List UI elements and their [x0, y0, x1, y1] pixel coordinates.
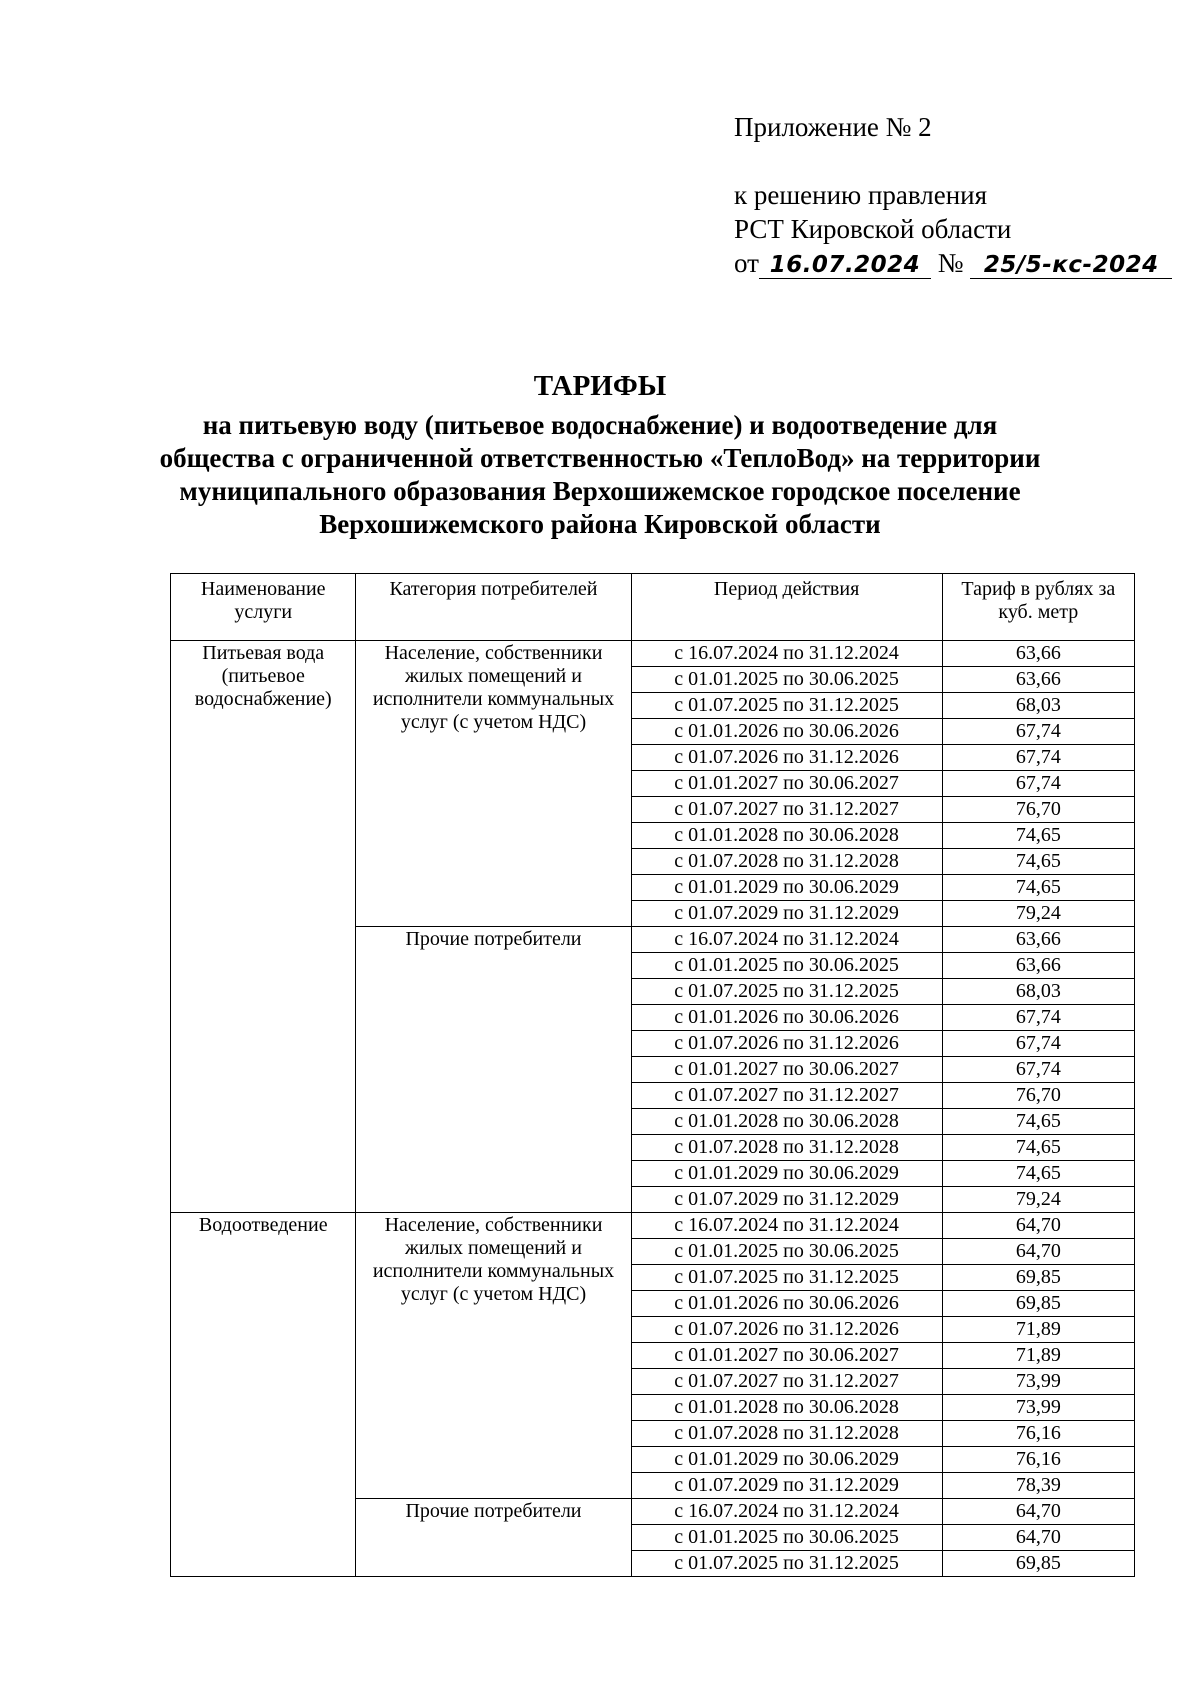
tariff-cell: 67,74 [942, 1031, 1134, 1057]
tariff-cell: 71,89 [942, 1317, 1134, 1343]
tariff-cell: 73,99 [942, 1369, 1134, 1395]
tariff-cell: 69,85 [942, 1265, 1134, 1291]
tariff-cell: 64,70 [942, 1525, 1134, 1551]
date-prefix: от [734, 248, 759, 278]
tariff-cell: 63,66 [942, 667, 1134, 693]
tariff-cell: 78,39 [942, 1473, 1134, 1499]
tariff-cell: 63,66 [942, 927, 1134, 953]
heading-line-2: общества с ограниченной ответственностью «ТеплоВод» на территории [159, 443, 1041, 473]
tariff-cell: 76,70 [942, 1083, 1134, 1109]
tariff-cell: 76,16 [942, 1421, 1134, 1447]
period-cell: с 16.07.2024 по 31.12.2024 [631, 1499, 942, 1525]
period-cell: с 16.07.2024 по 31.12.2024 [631, 927, 942, 953]
appendix-line-2: РСТ Кировской области [734, 214, 1012, 244]
consumer-category-cell: Прочие потребители [356, 927, 631, 1213]
tariff-cell: 67,74 [942, 1005, 1134, 1031]
table-row [171, 641, 1135, 667]
period-cell: с 01.01.2025 по 30.06.2025 [631, 667, 942, 693]
heading-main: ТАРИФЫ [533, 370, 667, 402]
period-cell: с 01.01.2025 по 30.06.2025 [631, 1239, 942, 1265]
period-cell: с 01.01.2028 по 30.06.2028 [631, 1109, 942, 1135]
period-cell: с 01.01.2025 по 30.06.2025 [631, 953, 942, 979]
header-service: Наименование услуги [171, 574, 356, 641]
period-cell: с 01.07.2027 по 31.12.2027 [631, 1083, 942, 1109]
service-name-cell: Питьевая вода (питьевое водоснабжение) [171, 641, 356, 1213]
tariff-cell: 67,74 [942, 1057, 1134, 1083]
period-cell: с 01.01.2026 по 30.06.2026 [631, 1005, 942, 1031]
heading-line-4: Верхошижемского района Кировской области [319, 509, 881, 539]
period-cell: с 01.07.2025 по 31.12.2025 [631, 1265, 942, 1291]
heading-line-1: на питьевую воду (питьевое водоснабжение) и водоотведение для [202, 410, 998, 440]
header-period: Период действия [631, 574, 942, 641]
period-cell: с 01.01.2026 по 30.06.2026 [631, 1291, 942, 1317]
period-cell: с 01.07.2029 по 31.12.2029 [631, 1187, 942, 1213]
period-cell: с 01.01.2028 по 30.06.2028 [631, 823, 942, 849]
tariff-cell: 73,99 [942, 1395, 1134, 1421]
tariff-cell: 67,74 [942, 771, 1134, 797]
period-cell: с 01.07.2025 по 31.12.2025 [631, 1551, 942, 1577]
tariff-cell: 69,85 [942, 1551, 1134, 1577]
tariff-cell: 74,65 [942, 1109, 1134, 1135]
period-cell: с 01.07.2025 по 31.12.2025 [631, 693, 942, 719]
tariff-cell: 71,89 [942, 1343, 1134, 1369]
period-cell: с 01.01.2025 по 30.06.2025 [631, 1525, 942, 1551]
consumer-category-cell: Население, собственники жилых помещений и исполнители коммунальных услуг (с учетом НДС) [356, 1213, 631, 1499]
tariff-table [170, 573, 1135, 1577]
period-cell: с 01.07.2026 по 31.12.2026 [631, 745, 942, 771]
period-cell: с 01.07.2029 по 31.12.2029 [631, 901, 942, 927]
period-cell: с 01.07.2028 по 31.12.2028 [631, 1421, 942, 1447]
number-prefix: № [937, 248, 964, 278]
period-cell: с 01.01.2026 по 30.06.2026 [631, 719, 942, 745]
tariff-cell: 64,70 [942, 1213, 1134, 1239]
tariff-cell: 67,74 [942, 719, 1134, 745]
decision-reference [734, 246, 1172, 280]
tariff-cell: 74,65 [942, 849, 1134, 875]
period-cell: с 01.07.2026 по 31.12.2026 [631, 1317, 942, 1343]
period-cell: с 16.07.2024 по 31.12.2024 [631, 641, 942, 667]
tariff-cell: 68,03 [942, 979, 1134, 1005]
tariff-cell: 79,24 [942, 1187, 1134, 1213]
tariff-cell: 74,65 [942, 875, 1134, 901]
period-cell: с 16.07.2024 по 31.12.2024 [631, 1213, 942, 1239]
consumer-category-cell: Население, собственники жилых помещений и исполнители коммунальных услуг (с учетом НДС) [356, 641, 631, 927]
handwritten-number: 25/5-кс-2024 [970, 252, 1172, 279]
period-cell: с 01.07.2029 по 31.12.2029 [631, 1473, 942, 1499]
period-cell: с 01.07.2025 по 31.12.2025 [631, 979, 942, 1005]
appendix-block [734, 110, 1172, 280]
appendix-title: Приложение № 2 [734, 112, 932, 142]
period-cell: с 01.07.2028 по 31.12.2028 [631, 849, 942, 875]
period-cell: с 01.01.2029 по 30.06.2029 [631, 1447, 942, 1473]
heading-line-3: муниципального образования Верхошижемское городское поселение [179, 476, 1021, 506]
period-cell: с 01.01.2028 по 30.06.2028 [631, 1395, 942, 1421]
document-heading [0, 370, 1200, 541]
handwritten-date: 16.07.2024 [759, 252, 931, 279]
period-cell: с 01.01.2027 по 30.06.2027 [631, 1343, 942, 1369]
tariff-cell: 79,24 [942, 901, 1134, 927]
period-cell: с 01.01.2029 по 30.06.2029 [631, 875, 942, 901]
tariff-cell: 64,70 [942, 1499, 1134, 1525]
consumer-category-cell: Прочие потребители [356, 1499, 631, 1577]
service-name-cell: Водоотведение [171, 1213, 356, 1577]
tariff-cell: 64,70 [942, 1239, 1134, 1265]
tariff-cell: 63,66 [942, 953, 1134, 979]
header-tariff: Тариф в рублях за куб. метр [942, 574, 1134, 641]
period-cell: с 01.07.2027 по 31.12.2027 [631, 1369, 942, 1395]
period-cell: с 01.01.2027 по 30.06.2027 [631, 1057, 942, 1083]
table-header-row [171, 574, 1135, 641]
tariff-cell: 68,03 [942, 693, 1134, 719]
tariff-cell: 63,66 [942, 641, 1134, 667]
period-cell: с 01.07.2027 по 31.12.2027 [631, 797, 942, 823]
period-cell: с 01.01.2029 по 30.06.2029 [631, 1161, 942, 1187]
tariff-cell: 74,65 [942, 1135, 1134, 1161]
table-row [171, 1213, 1135, 1239]
tariff-cell: 67,74 [942, 745, 1134, 771]
tariff-cell: 74,65 [942, 823, 1134, 849]
tariff-cell: 76,16 [942, 1447, 1134, 1473]
tariff-table-body [171, 641, 1135, 1577]
period-cell: с 01.07.2028 по 31.12.2028 [631, 1135, 942, 1161]
period-cell: с 01.01.2027 по 30.06.2027 [631, 771, 942, 797]
tariff-cell: 74,65 [942, 1161, 1134, 1187]
tariff-cell: 76,70 [942, 797, 1134, 823]
header-category: Категория потребителей [356, 574, 631, 641]
period-cell: с 01.07.2026 по 31.12.2026 [631, 1031, 942, 1057]
tariff-cell: 69,85 [942, 1291, 1134, 1317]
appendix-line-1: к решению правления [734, 180, 988, 210]
